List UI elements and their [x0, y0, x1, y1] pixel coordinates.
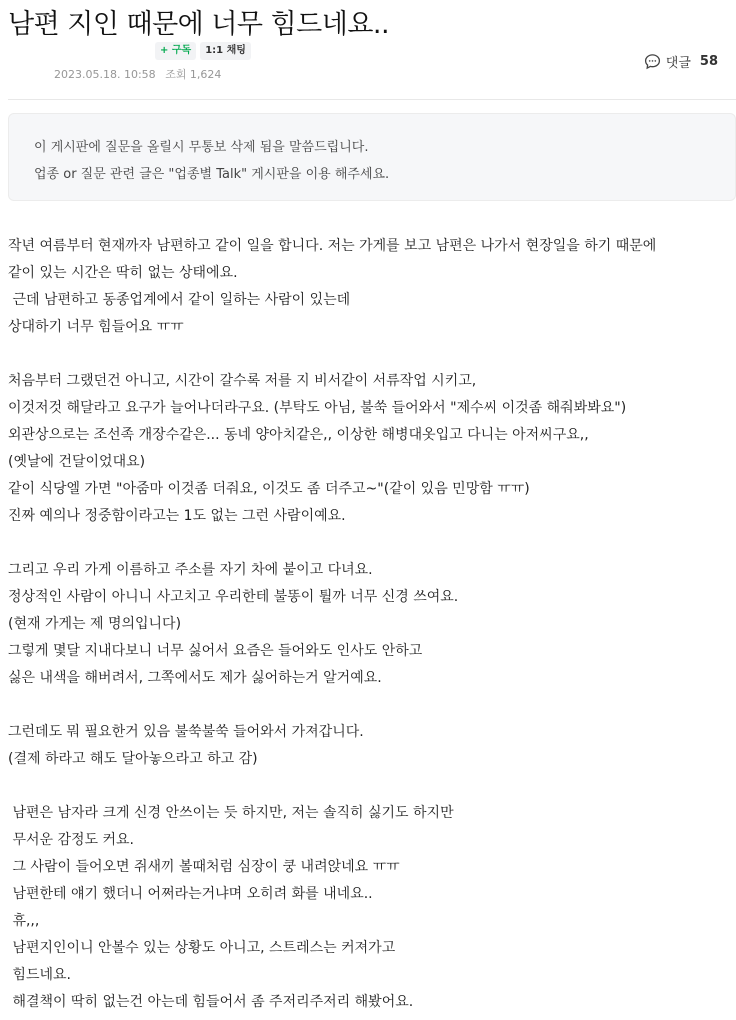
- header-divider: [8, 99, 736, 100]
- paragraph-gap: [8, 692, 736, 719]
- body-line: 그렇게 몇달 지내다보니 너무 싫어서 요즘은 들어와도 인사도 안하고: [8, 643, 423, 659]
- body-line: 같이 있는 시간은 딱히 없는 상태에요.: [8, 265, 238, 281]
- body-line: 남편지인이니 안볼수 있는 상황도 아니고, 스트레스는 커져가고: [8, 940, 396, 956]
- body-line: 그 사람이 들어오면 쥐새끼 볼때처럼 심장이 쿵 내려앉네요 ㅠㅠ: [8, 859, 400, 875]
- body-line: 그리고 우리 가게 이름하고 주소를 자기 차에 붙이고 다녀요.: [8, 562, 373, 578]
- body-line: 이것저것 해달라고 요구가 늘어나더라구요. (부탁도 아님, 불쑥 들어와서 "제수씨 이것좀 해줘봐봐요"): [8, 400, 627, 416]
- paragraph-gap: [8, 341, 736, 368]
- comments-label: 댓글: [665, 56, 691, 71]
- paragraph-gap: [8, 530, 736, 557]
- body-line: (옛날에 건달이었대요): [8, 454, 146, 470]
- post-meta: [54, 66, 221, 82]
- body-line: (결제 하라고 해도 달아놓으라고 하고 감): [8, 751, 258, 767]
- body-line: 정상적인 사람이 아니니 사고치고 우리한테 불똥이 튈까 너무 신경 쓰여요.: [8, 589, 459, 605]
- post-title: 남편 지인 때문에 너무 힘드네요..: [8, 9, 390, 40]
- post-body: [8, 233, 736, 1016]
- notice-line: 업종 or 질문 관련 글은 "업종별 Talk" 게시판을 이용 해주세요.: [34, 167, 390, 182]
- comments-count: 58: [699, 54, 718, 69]
- body-line: 같이 식당엘 가면 "아줌마 이것좀 더줘요, 이것도 좀 더주고~"(같이 있음 민망함 ㅠㅠ): [8, 481, 530, 497]
- body-line: 남편은 남자라 크게 신경 안쓰이는 듯 하지만, 저는 솔직히 싫기도 하지만: [8, 805, 454, 821]
- board-notice: [8, 113, 736, 201]
- body-line: 휴,,,: [8, 913, 40, 929]
- subscribe-button[interactable]: + 구독: [155, 42, 196, 60]
- body-line: 힘드네요.: [8, 967, 71, 983]
- body-line: 외관상으로는 조선족 개장수같은... 동네 양아치같은,, 이상한 해병대옷입고 다니는 아저씨구요,,: [8, 427, 589, 443]
- post-views: 조회 1,624: [165, 68, 222, 81]
- body-line: 상대하기 너무 힘들어요 ㅠㅠ: [8, 319, 184, 335]
- body-line: 진짜 예의나 정중함이라고는 1도 없는 그런 사람이예요.: [8, 508, 346, 524]
- post-date: 2023.05.18. 10:58: [54, 68, 156, 81]
- body-line: (현재 가게는 제 명의입니다): [8, 616, 182, 632]
- body-line: 그런데도 뭐 필요한거 있음 불쑥불쑥 들어와서 가져갑니다.: [8, 724, 364, 740]
- body-line: 작년 여름부터 현재까자 남편하고 같이 일을 합니다. 저는 가게를 보고 남편은 나가서 현장일을 하기 때문에: [8, 238, 657, 254]
- body-line: 싫은 내색을 해버려서, 그쪽에서도 제가 싫어하는거 알거예요.: [8, 670, 382, 686]
- notice-line: 이 게시판에 질문을 올릴시 무통보 삭제 됨을 말씀드립니다.: [34, 140, 369, 155]
- body-line: 남편한테 얘기 했더니 어쩌라는거냐며 오히려 화를 내네요..: [8, 886, 373, 902]
- paragraph-gap: [8, 773, 736, 800]
- comment-bubble-icon: [644, 53, 661, 70]
- author-actions: [155, 42, 251, 60]
- body-line: 해결책이 딱히 없는건 아는데 힘들어서 좀 주저리주저리 해봤어요.: [8, 994, 414, 1010]
- chat-button[interactable]: 1:1 채팅: [200, 42, 251, 60]
- comments-link[interactable]: [644, 52, 718, 71]
- body-line: 처음부터 그랬던건 아니고, 시간이 갈수록 저를 지 비서같이 서류작업 시키고,: [8, 373, 477, 389]
- body-line: 근데 남편하고 동종업계에서 같이 일하는 사람이 있는데: [8, 292, 351, 308]
- body-line: 무서운 감정도 커요.: [8, 832, 134, 848]
